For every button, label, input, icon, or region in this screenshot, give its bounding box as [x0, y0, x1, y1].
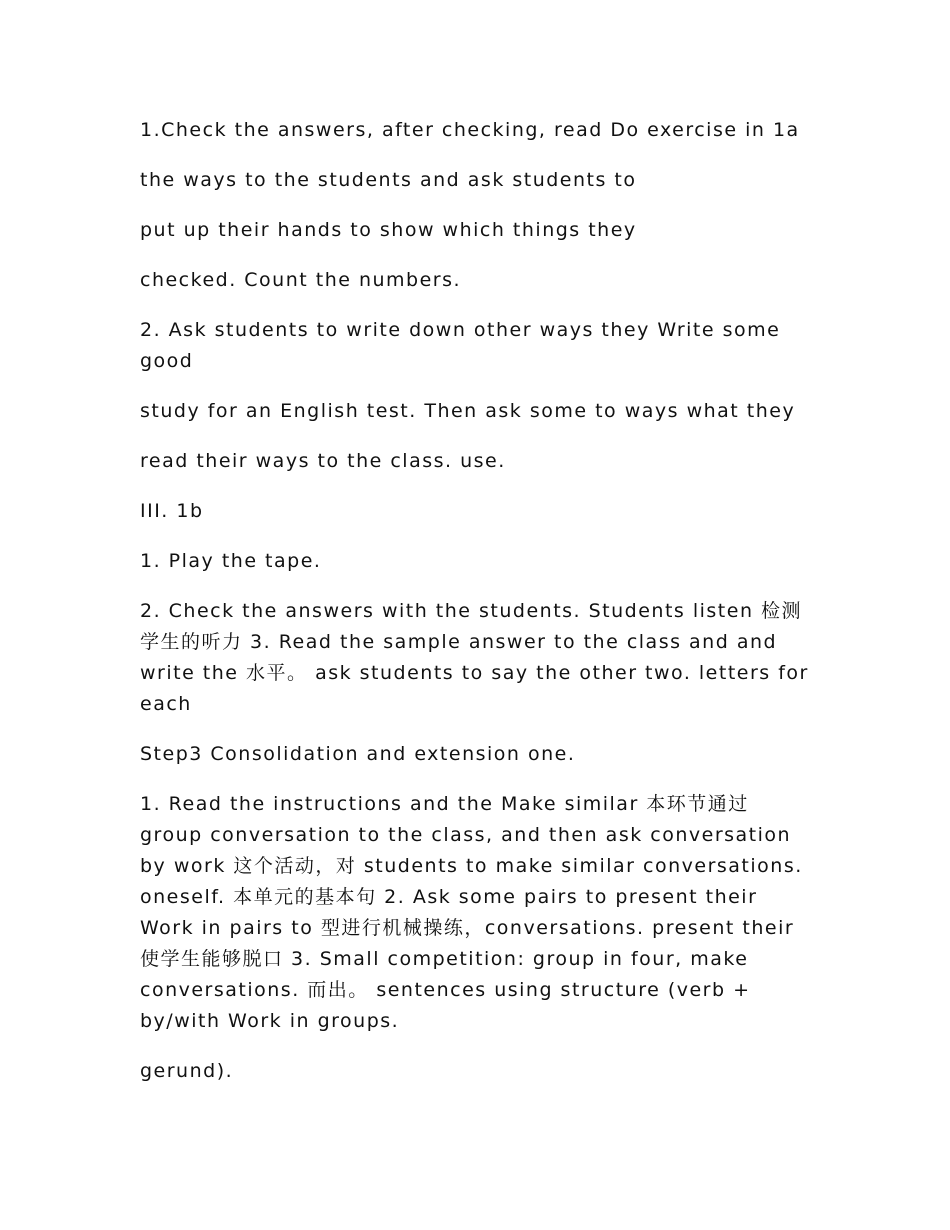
paragraph-2: the ways to the students and ask students to [140, 169, 637, 191]
paragraph-3: put up their hands to show which things they [140, 219, 637, 241]
paragraph-4: checked. Count the numbers. [140, 269, 462, 291]
paragraph-9: 1. Play the tape. [140, 550, 322, 572]
section-heading-1b: III. 1b [140, 500, 204, 522]
step-heading: Step3 Consolidation and extension one. [140, 743, 576, 765]
document-body [140, 115, 812, 1106]
paragraph-12: 1. Read the instructions and the Make similar 本环节通过 group conversation to the class, and then ask conversation by work 这个活动，对 students to make similar conversations. oneself. 本单元的基本句 2. Ask some pairs to present their Work in pairs to 型进行机械操练，conversations. present their 使学生能够脱口 3. Small competition: group in four, make conversations. 而出。 sentences using structure (verb + by/with Work in groups. [140, 793, 803, 1032]
paragraph-6: study for an English test. Then ask some to ways what they [140, 400, 796, 422]
paragraph-13: gerund). [140, 1060, 234, 1082]
paragraph-5: 2. Ask students to write down other ways they Write some good [140, 319, 781, 372]
paragraph-10: 2. Check the answers with the students. Students listen 检测学生的听力 3. Read the sample answer to the class and and write the 水平。 ask students to say the other two. letters for each [140, 600, 809, 715]
paragraph-1: 1.Check the answers, after checking, read Do exercise in 1a [140, 119, 800, 141]
paragraph-7: read their ways to the class. use. [140, 450, 506, 472]
